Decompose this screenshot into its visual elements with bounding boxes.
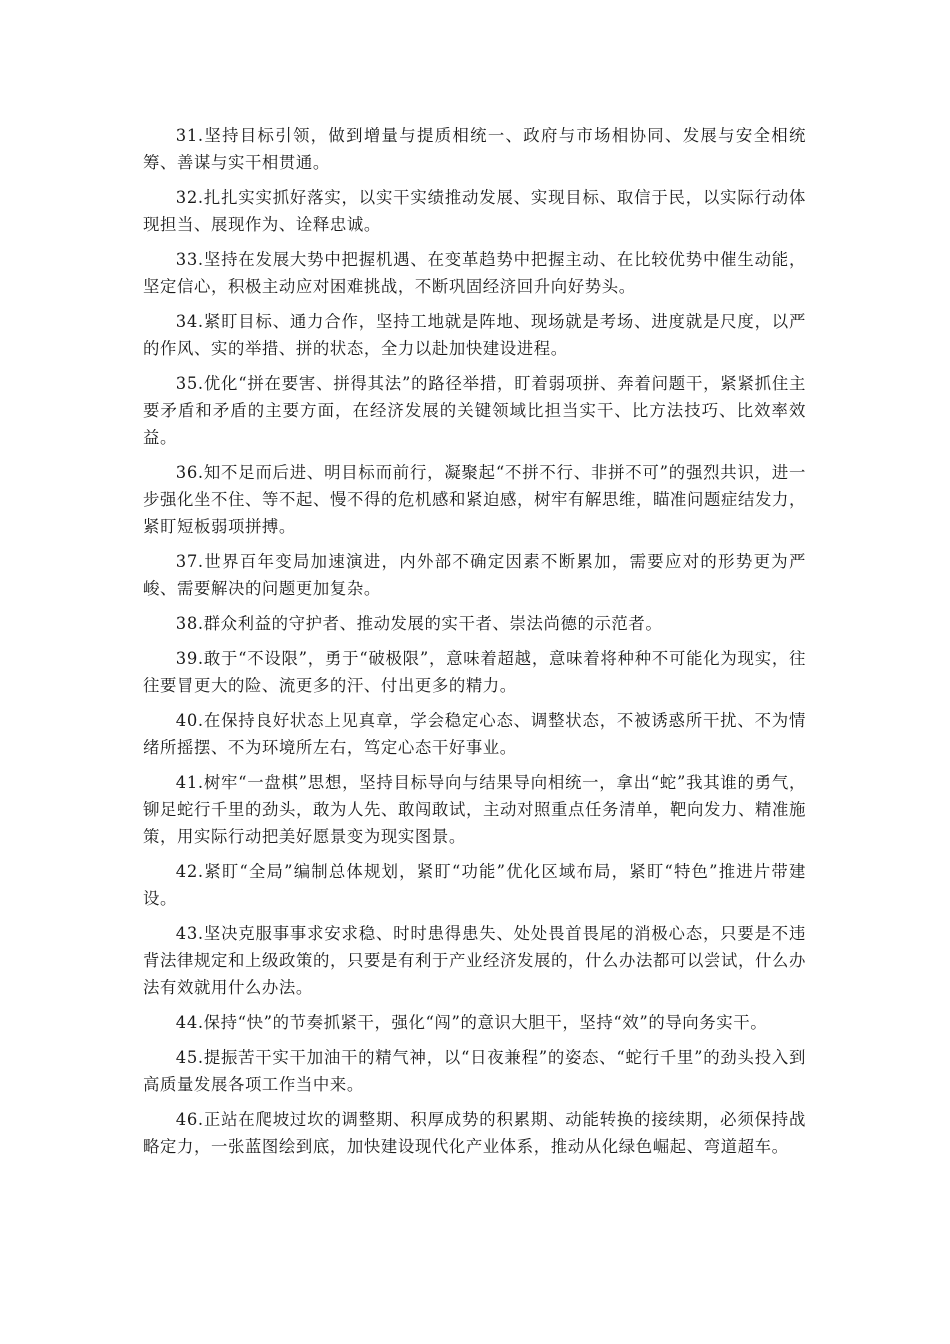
paragraph-32: 32.扎扎实实抓好落实，以实干实绩推动发展、实现目标、取信于民，以实际行动体现担当、展现作为、诠释忠诚。	[143, 188, 806, 234]
paragraph-42: 42.紧盯“全局”编制总体规划，紧盯“功能”优化区域布局，紧盯“特色”推进片带建设。	[143, 862, 806, 908]
paragraph-36: 36.知不足而后进、明目标而前行，凝聚起“不拼不行、非拼不可”的强烈共识，进一步强化坐不住、等不起、慢不得的危机感和紧迫感，树牢有解思维，瞄准问题症结发力，紧盯短板弱项拼搏。	[143, 463, 806, 536]
paragraph-45: 45.提振苦干实干加油干的精气神，以“日夜兼程”的姿态、“蛇行千里”的劲头投入到高质量发展各项工作当中来。	[143, 1048, 806, 1094]
paragraph-35: 35.优化“拼在要害、拼得其法”的路径举措，盯着弱项拼、奔着问题干，紧紧抓住主要矛盾和矛盾的主要方面，在经济发展的关键领域比担当实干、比方法技巧、比效率效益。	[143, 374, 806, 447]
paragraph-46: 46.正站在爬坡过坎的调整期、积厚成势的积累期、动能转换的接续期，必须保持战略定力，一张蓝图绘到底，加快建设现代化产业体系，推动从化绿色崛起、弯道超车。	[143, 1110, 806, 1156]
paragraph-33: 33.坚持在发展大势中把握机遇、在变革趋势中把握主动、在比较优势中催生动能，坚定信心，积极主动应对困难挑战，不断巩固经济回升向好势头。	[143, 250, 806, 296]
paragraph-40: 40.在保持良好状态上见真章，学会稳定心态、调整状态，不被诱惑所干扰、不为情绪所摇摆、不为环境所左右，笃定心态干好事业。	[143, 711, 806, 757]
document-body	[143, 122, 806, 1168]
paragraph-37: 37.世界百年变局加速演进，内外部不确定因素不断累加，需要应对的形势更为严峻、需要解决的问题更加复杂。	[143, 552, 806, 598]
paragraph-41: 41.树牢“一盘棋”思想，坚持目标导向与结果导向相统一，拿出“蛇”我其谁的勇气，铆足蛇行千里的劲头，敢为人先、敢闯敢试，主动对照重点任务清单，靶向发力、精准施策，用实际行动把美好愿景变为现实图景。	[143, 773, 806, 846]
paragraph-43: 43.坚决克服事事求安求稳、时时患得患失、处处畏首畏尾的消极心态，只要是不违背法律规定和上级政策的，只要是有利于产业经济发展的，什么办法都可以尝试，什么办法有效就用什么办法。	[143, 924, 806, 997]
paragraph-38: 38.群众利益的守护者、推动发展的实干者、崇法尚德的示范者。	[175, 614, 663, 633]
paragraph-39: 39.敢于“不设限”，勇于“破极限”，意味着超越，意味着将种种不可能化为现实，往往要冒更大的险、流更多的汗、付出更多的精力。	[143, 649, 806, 695]
paragraph-31: 31.坚持目标引领，做到增量与提质相统一、政府与市场相协同、发展与安全相统筹、善谋与实干相贯通。	[143, 126, 806, 172]
paragraph-34: 34.紧盯目标、通力合作，坚持工地就是阵地、现场就是考场、进度就是尺度，以严的作风、实的举措、拼的状态，全力以赴加快建设进程。	[143, 312, 806, 358]
paragraph-44: 44.保持“快”的节奏抓紧干，强化“闯”的意识大胆干，坚持“效”的导向务实干。	[175, 1013, 768, 1032]
